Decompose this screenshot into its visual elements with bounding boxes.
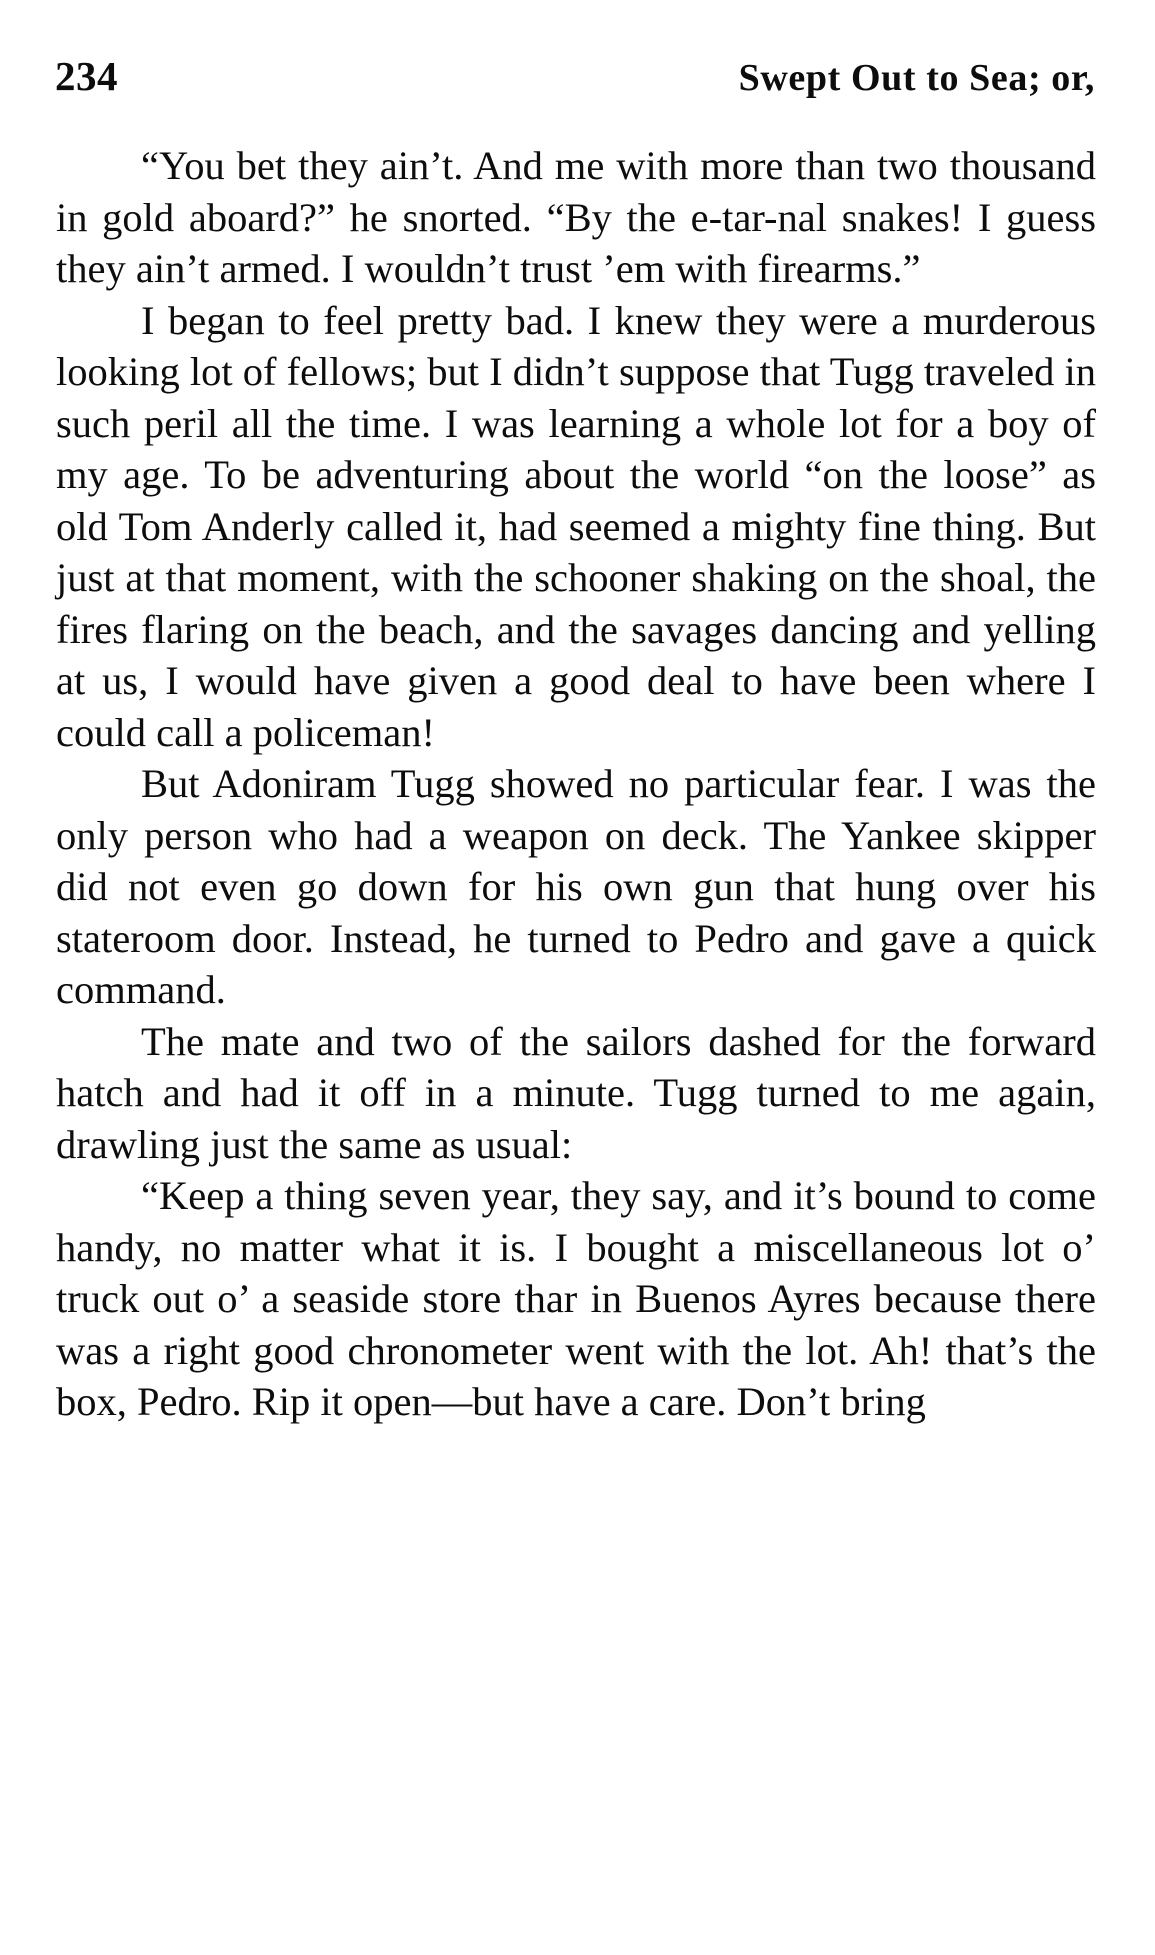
page-number: 234 <box>55 53 118 99</box>
paragraph: The mate and two of the sailors dashed for the forward hatch and had it off in a minute. Tugg turned to me again, drawling just the same as usual: <box>56 1018 1096 1167</box>
paragraph: I began to feel pretty bad. I knew they were a murderous looking lot of fellows; but I didn’t suppose that Tugg traveled in such peril all the time. I was learning a whole lot for a boy of my age. To be adventuring about the world “on the loose” as old Tom Anderly called it, had seemed a mighty fine thing. But just at that moment, with the schooner shaking on the shoal, the fires flaring on the beach, and the savages dancing and yelling at us, I would have given a good deal to have been where I could call a policeman! <box>56 297 1096 755</box>
paragraph: But Adoniram Tugg showed no particular fear. I was the only person who had a weapon on deck. The Yankee skipper did not even go down for his own gun that hung over his stateroom door. Instead, he turned to Pedro and gave a quick command. <box>56 761 1096 1012</box>
body-text <box>56 140 1096 1428</box>
running-head-title: Swept Out to Sea; or, <box>738 57 1095 99</box>
paragraph: “Keep a thing seven year, they say, and it’s bound to come handy, no matter what it is. I bought a miscellaneous lot o’ truck out o’ a seaside store thar in Buenos Ayres because there was a right good chronometer went with the lot. Ah! that’s the box, Pedro. Rip it open—but have a care. Don’t bring <box>56 1173 1096 1424</box>
running-head <box>55 52 1097 100</box>
paragraph: “You bet they ain’t. And me with more than two thousand in gold aboard?” he snorted. “By the e-tar-nal snakes! I guess they ain’t armed. I wouldn’t trust ’em with firearms.” <box>56 143 1096 291</box>
